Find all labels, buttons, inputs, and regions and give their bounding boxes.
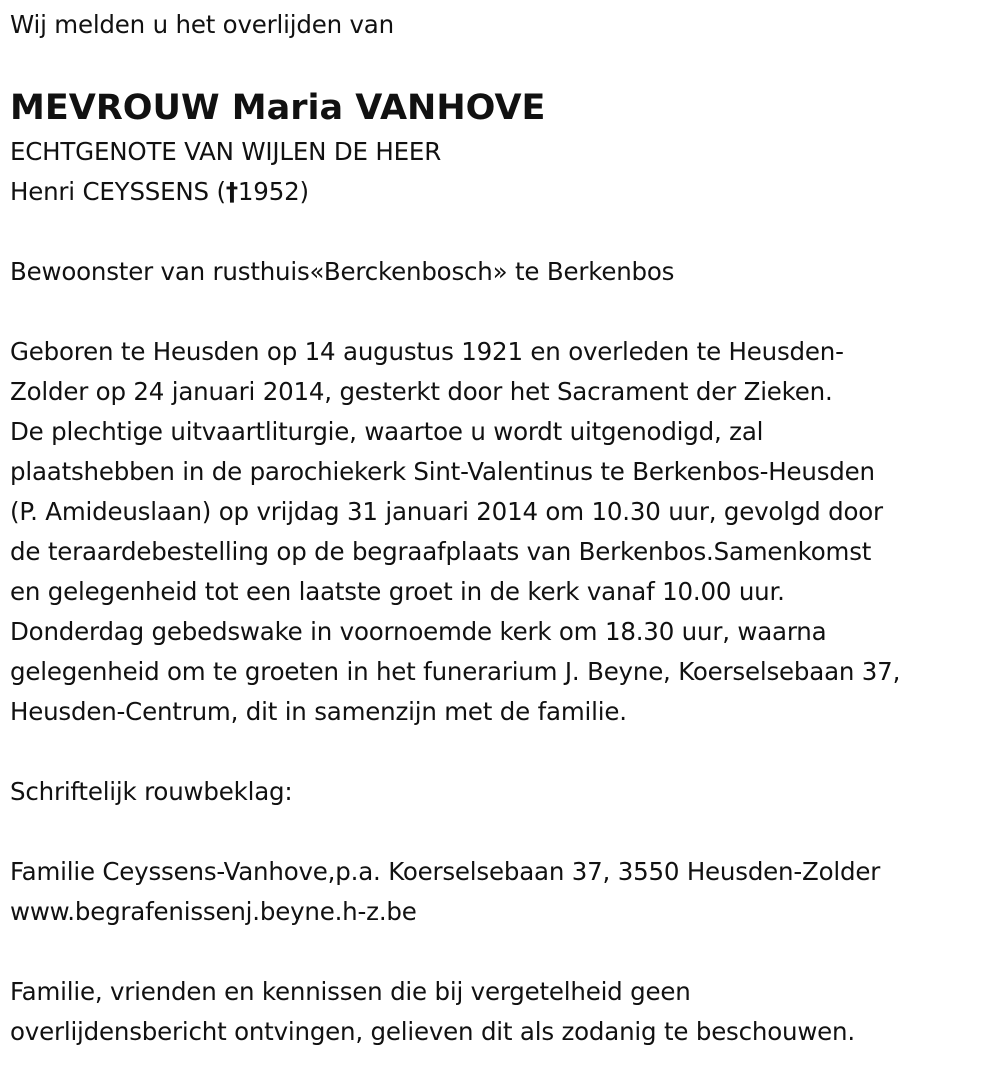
details-line: Geboren te Heusden op 14 augustus 1921 en overleden te Heusden- — [10, 337, 844, 366]
condolence-label: Schriftelijk rouwbeklag: — [10, 777, 293, 806]
spacer — [10, 932, 995, 972]
website-link[interactable]: www.begrafenissenj.beyne.h-z.be — [10, 897, 417, 926]
spouse-name-line — [10, 172, 995, 212]
deceased-name: MEVROUW Maria VANHOVE — [10, 88, 546, 128]
spouse-name: Henri CEYSSENS ( — [10, 177, 226, 206]
details-line: Zolder op 24 januari 2014, gesterkt door het Sacrament der Zieken. — [10, 377, 833, 406]
spouse-line: ECHTGENOTE VAN WIJLEN DE HEER — [10, 137, 442, 166]
closing-paragraph — [10, 972, 995, 1052]
details-line: (P. Amideuslaan) op vrijdag 31 januari 2014 om 10.30 uur, gevolgd door — [10, 497, 883, 526]
intro-text: Wij melden u het overlijden van — [10, 10, 394, 39]
spacer — [10, 732, 995, 772]
details-line: de teraardebestelling op de begraafplaats van Berkenbos.Samenkomst — [10, 537, 872, 566]
details-line: plaatshebben in de parochiekerk Sint-Valentinus te Berkenbos-Heusden — [10, 457, 875, 486]
cross-icon: † — [225, 177, 238, 206]
spouse-death-year: 1952) — [237, 177, 309, 206]
details-line: De plechtige uitvaartliturgie, waartoe u wordt uitgenodigd, zal — [10, 417, 764, 446]
details-line: en gelegenheid tot een laatste groet in de kerk vanaf 10.00 uur. — [10, 577, 785, 606]
spacer — [10, 292, 995, 332]
closing-line: overlijdensbericht ontvingen, gelieven dit als zodanig te beschouwen. — [10, 1017, 855, 1046]
details-line: gelegenheid om te groeten in het funerarium J. Beyne, Koerselsebaan 37, — [10, 657, 901, 686]
family-address: Familie Ceyssens-Vanhove,p.a. Koerselsebaan 37, 3550 Heusden-Zolder — [10, 857, 881, 886]
details-line: Heusden-Centrum, dit in samenzijn met de familie. — [10, 697, 627, 726]
spacer — [10, 812, 995, 852]
details-line: Donderdag gebedswake in voornoemde kerk om 18.30 uur, waarna — [10, 617, 827, 646]
residence-text: Bewoonster van rusthuis«Berckenbosch» te Berkenbos — [10, 257, 675, 286]
closing-line: Familie, vrienden en kennissen die bij vergetelheid geen — [10, 977, 691, 1006]
death-notice — [10, 0, 995, 1052]
spacer — [10, 212, 995, 252]
details-paragraph — [10, 332, 995, 732]
